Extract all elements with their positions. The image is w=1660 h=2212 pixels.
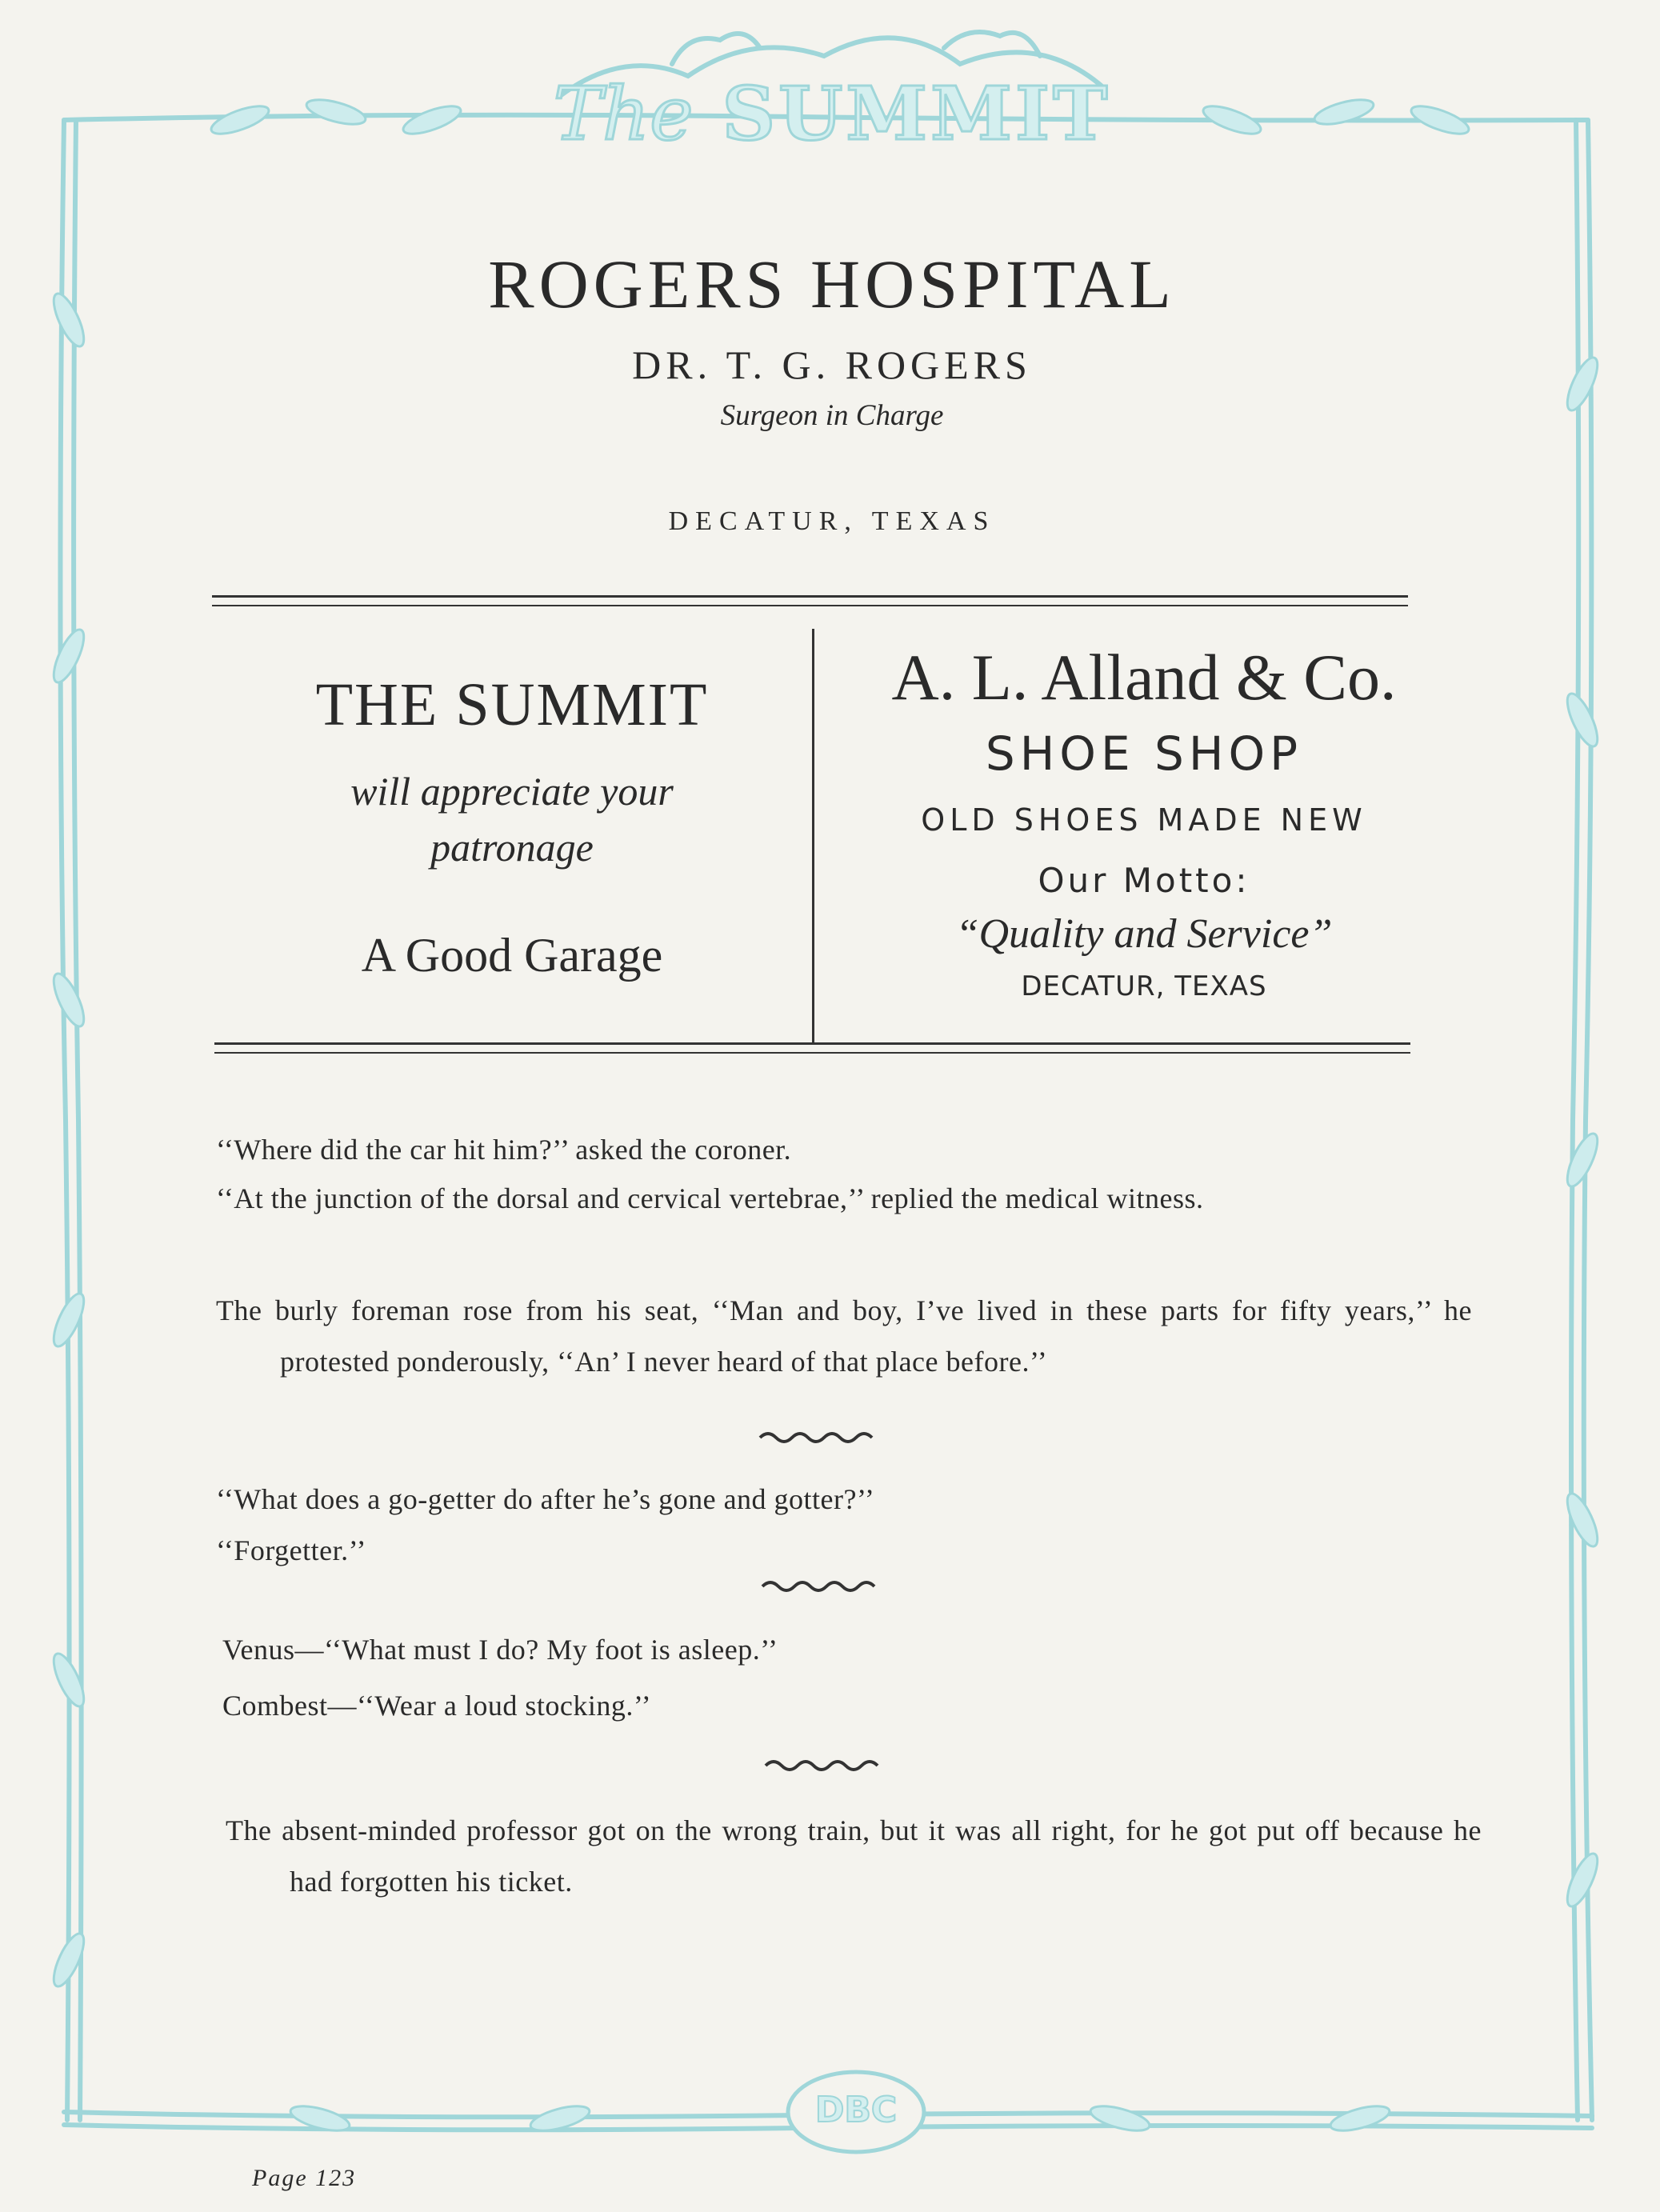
monogram: DBC	[814, 2090, 898, 2130]
ad-box-bottom-rule	[214, 1042, 1410, 1045]
joke-3-line-1: Venus—‘‘What must I do? My foot is asleep.’’	[222, 1634, 778, 1666]
ad-box-top-rule-2	[212, 605, 1408, 606]
shoe-shop-heading: SHOE SHOP	[985, 726, 1303, 781]
page-number: Page 123	[252, 2165, 357, 2191]
joke-4-line-1: The absent-minded professor got on the wrong train, but it was all right, for he got put off because he had forgotten his ticket.	[226, 1814, 1482, 1898]
shoe-shop-city: DECATUR, TEXAS	[1021, 970, 1267, 1002]
joke-3-line-2: Combest—‘‘Wear a loud stocking.’’	[222, 1690, 652, 1722]
hospital-doctor: DR. T. G. ROGERS	[632, 342, 1032, 387]
joke-2-line-2: ‘‘Forgetter.’’	[216, 1534, 366, 1566]
ad-box-bottom-rule-2	[214, 1052, 1410, 1054]
joke-1-line-3: The burly foreman rose from his seat, ‘‘Man and boy, I’ve lived in these parts for fifty years,’’ he protested ponderously, ‘‘An’ I never heard of that place before.’’	[216, 1294, 1472, 1378]
hospital-role: Surgeon in Charge	[720, 399, 944, 432]
shoe-shop-name: A. L. Alland & Co.	[891, 641, 1397, 714]
shoe-shop-motto-label: Our Motto:	[1038, 861, 1250, 900]
hospital-title: ROGERS HOSPITAL	[488, 246, 1176, 322]
shoe-shop-tagline: OLD SHOES MADE NEW	[921, 802, 1367, 838]
summit-ad-line2: patronage	[430, 825, 594, 870]
ad-box-divider	[812, 629, 814, 1045]
summit-ad-line1: will appreciate your	[350, 769, 674, 814]
masthead-script: The	[553, 71, 694, 157]
masthead-main: SUMMIT	[722, 70, 1111, 157]
joke-2-line-1: ‘‘What does a go-getter do after he’s gone and gotter?’’	[216, 1483, 875, 1515]
masthead	[496, 70, 1168, 157]
ad-box-top-rule	[212, 595, 1408, 598]
summit-ad-garage: A Good Garage	[361, 929, 663, 982]
separator-squiggle-3	[762, 1754, 890, 1778]
joke-1-line-2: ‘‘At the junction of the dorsal and cervical vertebrae,’’ replied the medical witness.	[216, 1182, 1204, 1214]
summit-ad-title: THE SUMMIT	[315, 671, 709, 738]
separator-squiggle-1	[756, 1426, 884, 1450]
shoe-shop-motto: “Quality and Service”	[955, 911, 1333, 957]
separator-squiggle-2	[758, 1574, 886, 1598]
joke-1-line-1: ‘‘Where did the car hit him?’’ asked the coroner.	[216, 1134, 792, 1166]
hospital-city: DECATUR, TEXAS	[668, 506, 996, 536]
